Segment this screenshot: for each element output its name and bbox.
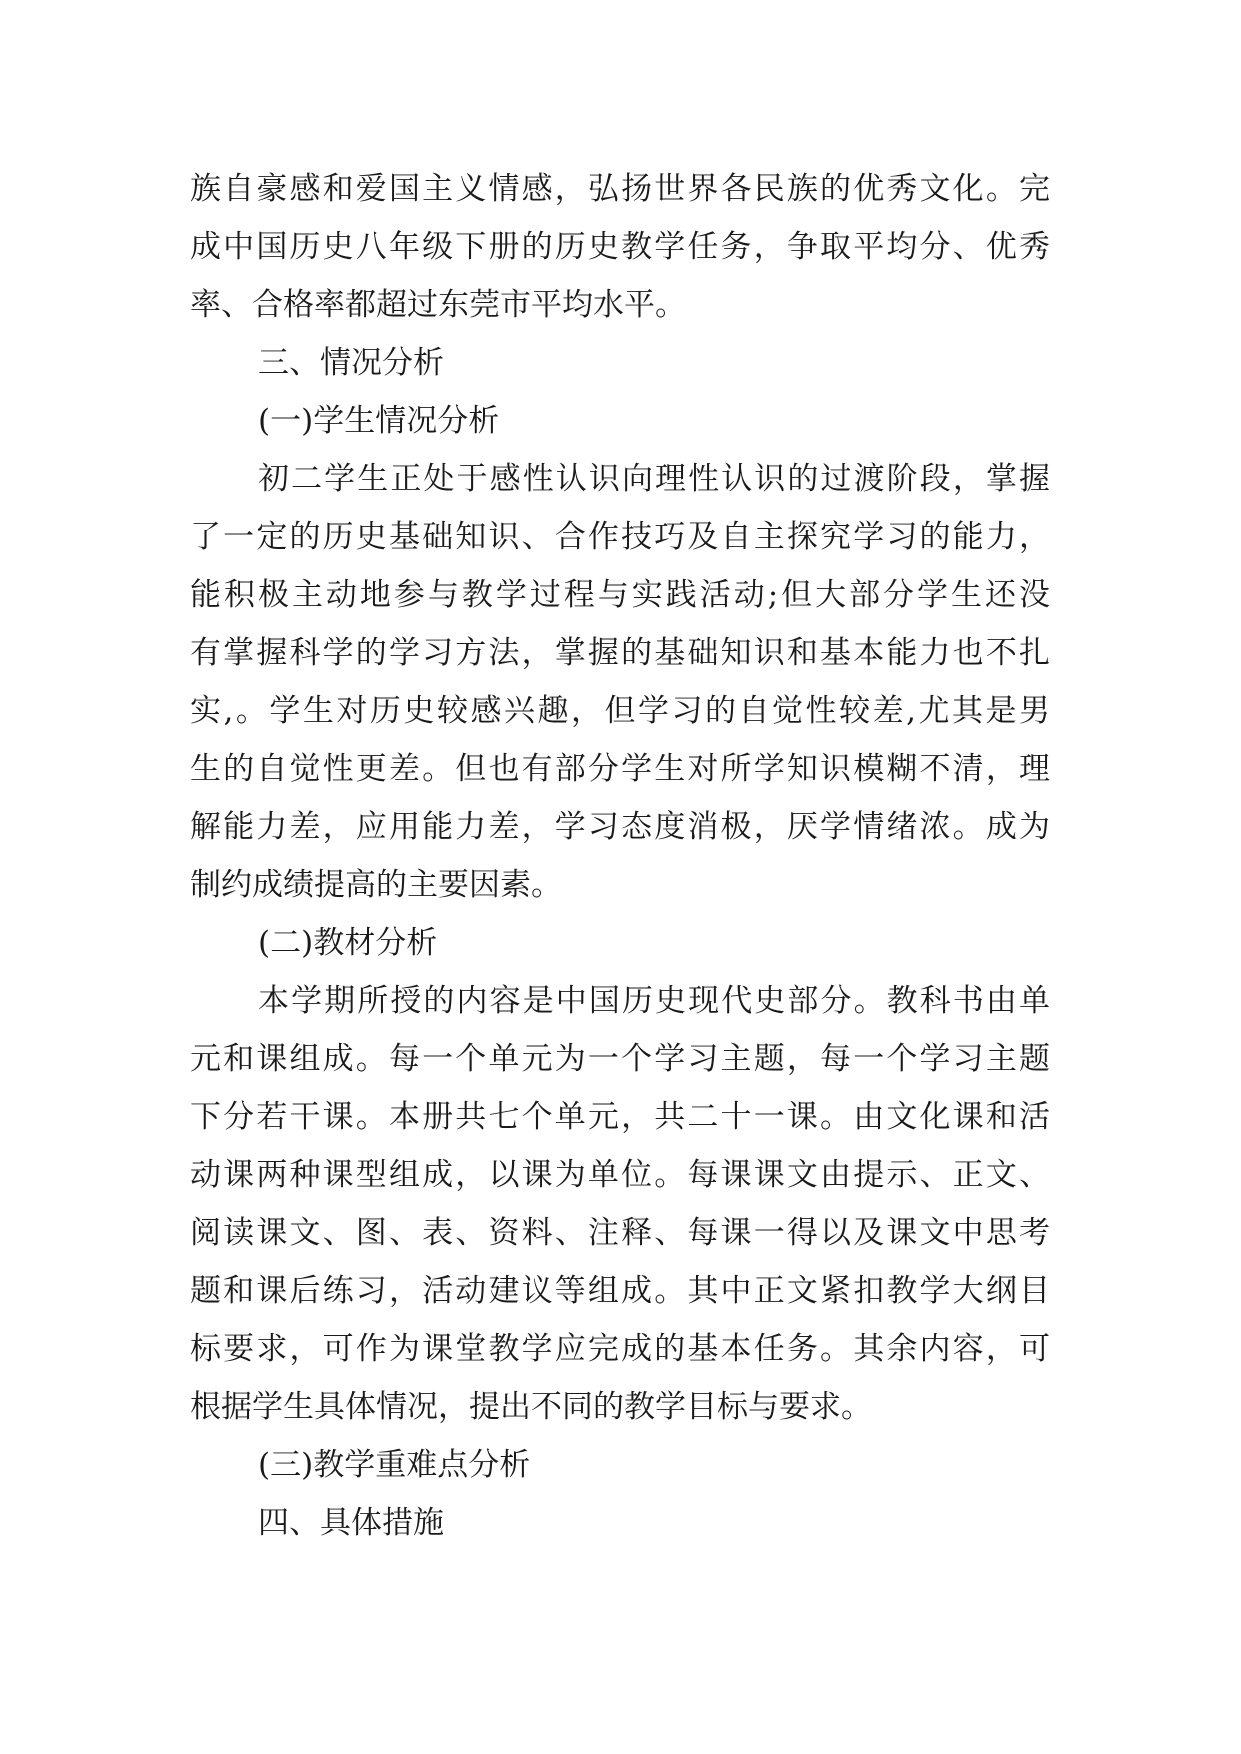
paragraph-line: 了一定的历史基础知识、合作技巧及自主探究学习的能力，: [190, 519, 1050, 555]
paragraph-line: 成中国历史八年级下册的历史教学任务，争取平均分、优秀: [190, 229, 1050, 265]
section-heading: 四、具体措施: [258, 1505, 444, 1541]
paragraph-line: 率、合格率都超过东莞市平均水平。: [190, 287, 686, 323]
paragraph-line: 能积极主动地参与教学过程与实践活动;但大部分学生还没: [190, 577, 1050, 613]
paragraph-line: 初二学生正处于感性认识向理性认识的过渡阶段，掌握: [258, 461, 1050, 497]
paragraph-line: 制约成绩提高的主要因素。: [190, 867, 562, 903]
paragraph-line: 生的自觉性更差。但也有部分学生对所学知识模糊不清，理: [190, 751, 1050, 787]
paragraph-line: 题和课后练习，活动建议等组成。其中正文紧扣教学大纲目: [190, 1273, 1050, 1309]
subsection-heading: (一)学生情况分析: [258, 403, 500, 439]
section-heading: 三、情况分析: [258, 345, 444, 381]
paragraph-line: 解能力差，应用能力差，学习态度消极，厌学情绪浓。成为: [190, 809, 1050, 845]
paragraph-line: 族自豪感和爱国主义情感，弘扬世界各民族的优秀文化。完: [190, 171, 1050, 207]
paragraph-line: 标要求，可作为课堂教学应完成的基本任务。其余内容，可: [190, 1331, 1050, 1367]
paragraph-line: 元和课组成。每一个单元为一个学习主题，每一个学习主题: [190, 1041, 1050, 1077]
paragraph-line: 阅读课文、图、表、资料、注释、每课一得以及课文中思考: [190, 1215, 1050, 1251]
paragraph-line: 本学期所授的内容是中国历史现代史部分。教科书由单: [258, 983, 1050, 1019]
paragraph-line: 有掌握科学的学习方法，掌握的基础知识和基本能力也不扎: [190, 635, 1050, 671]
paragraph-line: 实,。学生对历史较感兴趣，但学习的自觉性较差,尤其是男: [190, 693, 1050, 729]
subsection-heading: (二)教材分析: [258, 925, 438, 961]
subsection-heading: (三)教学重难点分析: [258, 1447, 531, 1483]
paragraph-line: 根据学生具体情况，提出不同的教学目标与要求。: [190, 1389, 872, 1425]
paragraph-line: 下分若干课。本册共七个单元，共二十一课。由文化课和活: [190, 1099, 1050, 1135]
paragraph-line: 动课两种课型组成，以课为单位。每课课文由提示、正文、: [190, 1157, 1050, 1193]
